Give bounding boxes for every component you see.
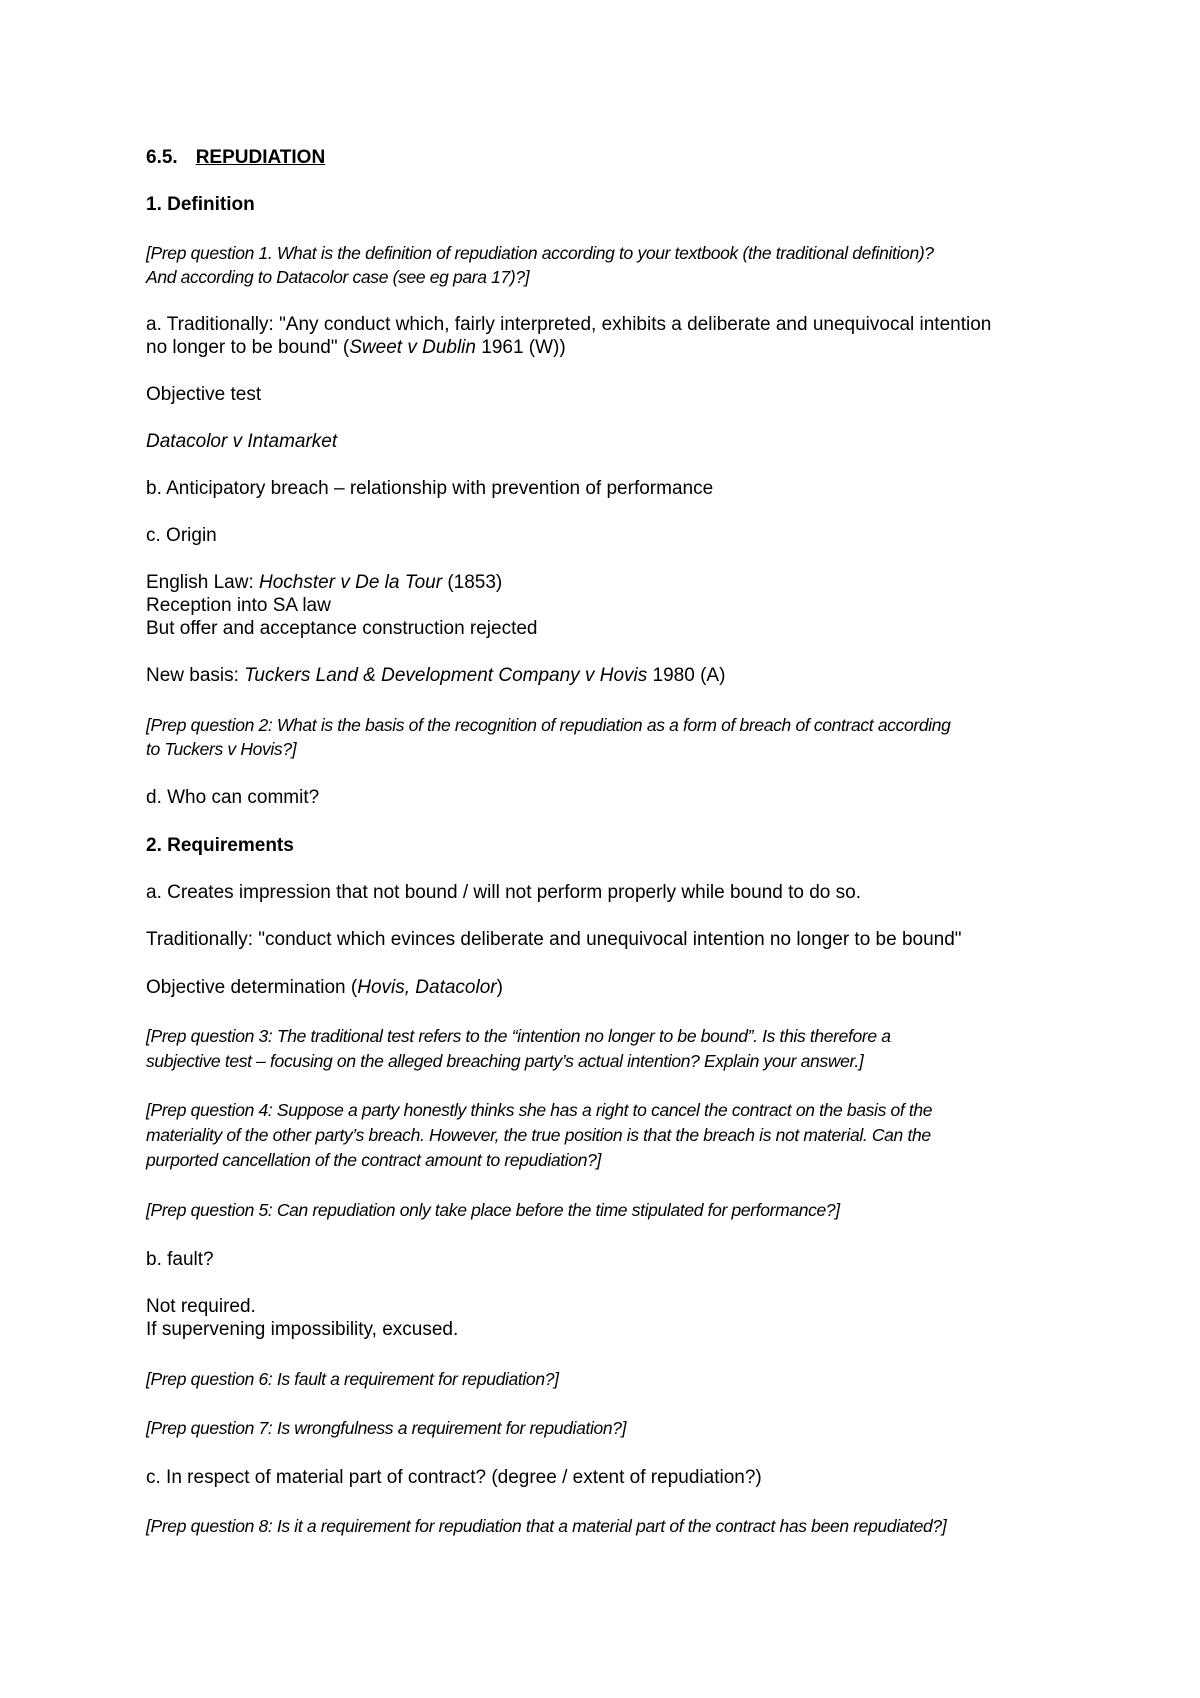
prep-question-8: [Prep question 8: Is it a requirement for repudiation that a material part of the contract has been repudiated?] [146, 1516, 947, 1536]
prep-question-6: [Prep question 6: Is fault a requirement for repudiation?] [146, 1369, 559, 1389]
case-datacolor-v-intamarket: Datacolor v Intamarket [146, 431, 338, 452]
prep-question-5: [Prep question 5: Can repudiation only take place before the time stipulated for performance?] [146, 1200, 840, 1220]
prep-question-4-line-2: materiality of the other party’s breach. However, the true position is that the breach is not material. Can the [146, 1125, 931, 1145]
section-title-text: REPUDIATION [195, 147, 326, 168]
definition-a-line-2-pre: no longer to be bound" ( [146, 337, 350, 358]
fault-not-required: Not required. [146, 1296, 256, 1317]
objective-test: Objective test [146, 384, 262, 405]
english-law [146, 571, 502, 594]
definition-a-line-1: a. Traditionally: "Any conduct which, fairly interpreted, exhibits a deliberate and unequivocal intention [146, 314, 992, 335]
definition-a-line-2-post: 1961 (W)) [475, 337, 566, 358]
case-hochster-v-de-la-tour: Hochster v De la Tour [259, 572, 443, 593]
requirements-traditionally: Traditionally: "conduct which evinces deliberate and unequivocal intention no longer to be bound" [146, 929, 962, 950]
section-title [146, 146, 325, 169]
prep-question-1-line-1: [Prep question 1. What is the definition of repudiation according to your textbook (the traditional definition)? [146, 243, 934, 263]
case-tuckers-v-hovis: Tuckers Land & Development Company v Hovis [244, 665, 648, 686]
case-sweet-v-dublin: Sweet v Dublin [349, 337, 476, 358]
new-basis-post: 1980 (A) [647, 665, 726, 686]
objective-determination-post: ) [496, 977, 503, 998]
prep-question-7: [Prep question 7: Is wrongfulness a requirement for repudiation?] [146, 1418, 627, 1438]
objective-determination [146, 976, 503, 999]
prep-question-4-line-3: purported cancellation of the contract amount to repudiation?] [146, 1150, 601, 1170]
reception-into-sa-law: Reception into SA law [146, 595, 331, 616]
english-law-post: (1853) [442, 572, 503, 593]
supervening-impossibility: If supervening impossibility, excused. [146, 1319, 459, 1340]
definition-a-line-2 [146, 336, 566, 359]
requirements-c: c. In respect of material part of contract? (degree / extent of repudiation?) [146, 1467, 762, 1488]
prep-question-4-line-1: [Prep question 4: Suppose a party honestly thinks she has a right to cancel the contract on the basis of the [146, 1100, 933, 1120]
new-basis [146, 664, 725, 687]
heading-requirements: 2. Requirements [146, 835, 294, 856]
offer-acceptance-rejected: But offer and acceptance construction rejected [146, 618, 538, 639]
definition-d: d. Who can commit? [146, 787, 320, 808]
definition-b: b. Anticipatory breach – relationship with prevention of performance [146, 478, 714, 499]
prep-question-1-line-2: And according to Datacolor case (see eg para 17)?] [146, 267, 530, 287]
section-number: 6.5. [146, 147, 178, 168]
prep-question-3-line-2: subjective test – focusing on the alleged breaching party’s actual intention? Explain your answer.] [146, 1051, 864, 1071]
prep-question-2-line-1: [Prep question 2: What is the basis of the recognition of repudiation as a form of breach of contract according [146, 715, 951, 735]
english-law-pre: English Law: [146, 572, 260, 593]
objective-determination-pre: Objective determination ( [146, 977, 358, 998]
heading-definition: 1. Definition [146, 194, 255, 215]
prep-question-3-line-1: [Prep question 3: The traditional test refers to the “intention no longer to be bound”. Is this therefore a [146, 1026, 891, 1046]
definition-c: c. Origin [146, 525, 217, 546]
case-hovis-datacolor: Hovis, Datacolor [357, 977, 497, 998]
requirements-a: a. Creates impression that not bound / will not perform properly while bound to do so. [146, 882, 861, 903]
new-basis-pre: New basis: [146, 665, 245, 686]
prep-question-2-line-2: to Tuckers v Hovis?] [146, 739, 297, 759]
requirements-b: b. fault? [146, 1249, 214, 1270]
